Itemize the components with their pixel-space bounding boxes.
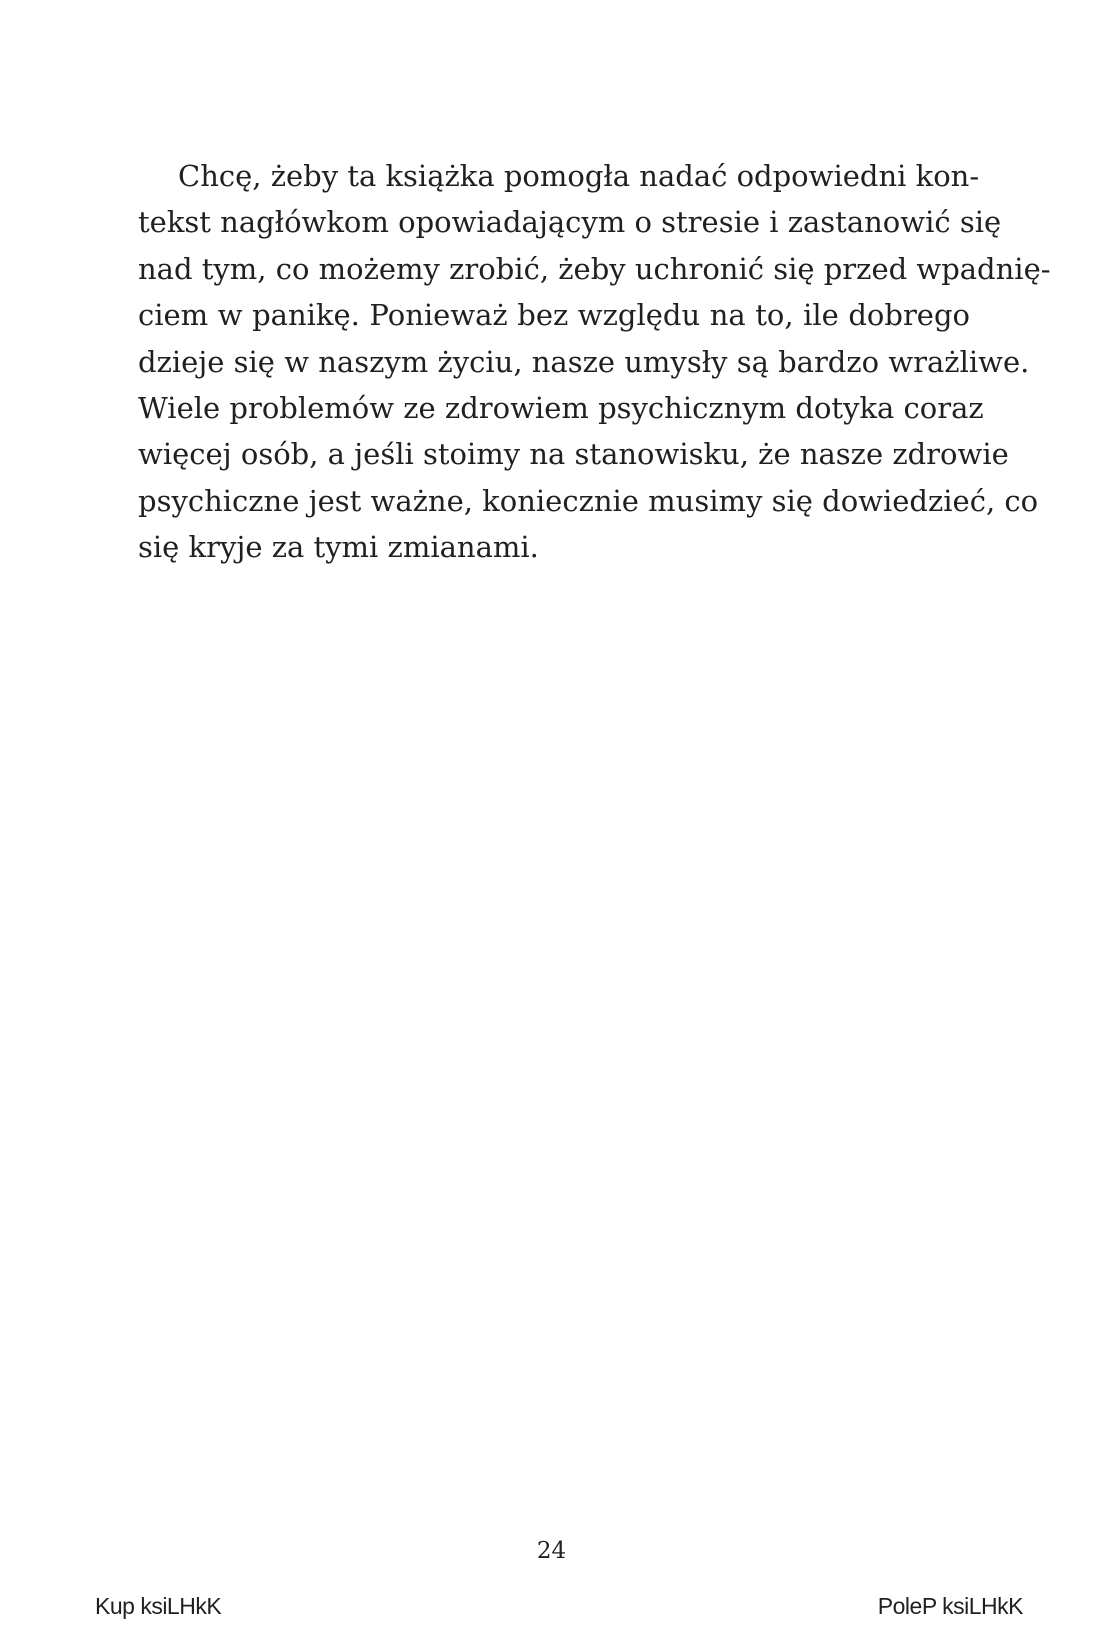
paragraph-line-4: ciem w panikę. Ponieważ bez względu na to, ile dobrego	[138, 298, 970, 333]
body-paragraph	[138, 153, 1051, 571]
paragraph-line-6: Wiele problemów ze zdrowiem psychicznym dotyka coraz	[138, 390, 984, 425]
buy-book-link[interactable]: Kup ksiLHkK	[95, 1593, 222, 1619]
paragraph-line-7: więcej osób, a jeśli stoimy na stanowisku, że nasze zdrowie	[138, 437, 1009, 472]
paragraph-line-2: tekst nagłówkom opowiadającym o stresie i zastanowić się	[138, 205, 1002, 240]
recommend-book-link[interactable]: PoleP ksiLHkK	[877, 1593, 1023, 1619]
page-number: 24	[536, 1538, 567, 1564]
paragraph-line-9: się kryje za tymi zmianami.	[138, 530, 539, 565]
paragraph-line-3: nad tym, co możemy zrobić, żeby uchronić się przed wpadnię-	[138, 251, 1051, 286]
paragraph-line-8: psychiczne jest ważne, koniecznie musimy się dowiedzieć, co	[138, 483, 1039, 518]
paragraph-line-1: Chcę, żeby ta książka pomogła nadać odpowiedni kon-	[178, 159, 980, 193]
paragraph-line-5: dzieje się w naszym życiu, nasze umysły są bardzo wrażliwe.	[138, 344, 1030, 379]
